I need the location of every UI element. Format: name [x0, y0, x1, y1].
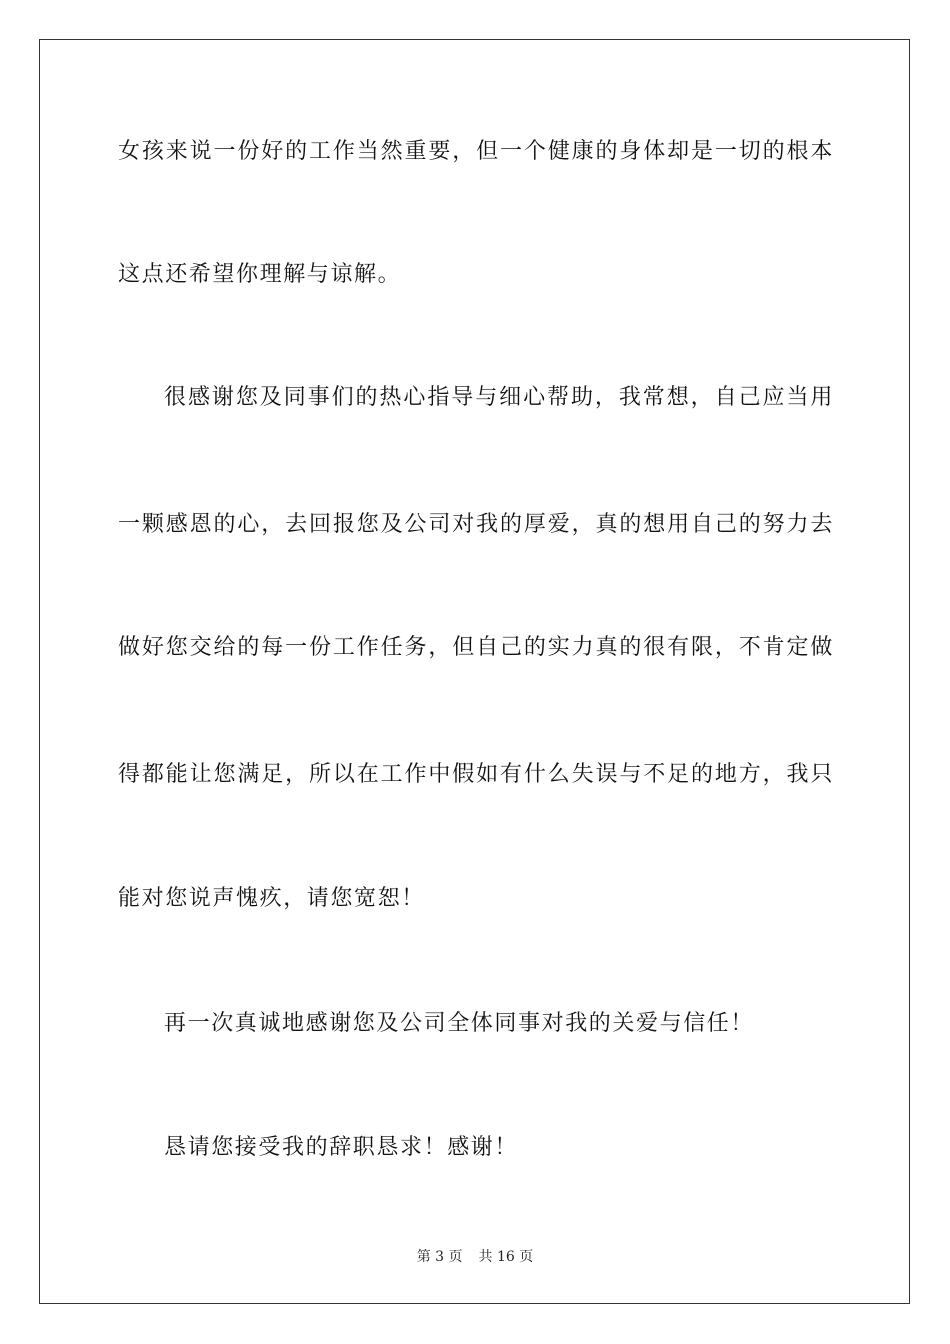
- page-total: 共 16 页: [478, 1249, 534, 1265]
- text-line: 能对您说声愧疚，请您宽恕！: [118, 886, 425, 911]
- paragraph-start-line: 再一次真诚地感谢您及公司全体同事对我的关爱与信任！: [164, 1011, 755, 1036]
- text-line: 一颗感恩的心，去回报您及公司对我的厚爱，真的想用自己的努力去: [118, 512, 834, 537]
- text-line: 做好您交给的每一份工作任务，但自己的实力真的很有限，不肯定做: [118, 635, 834, 660]
- paragraph-start-line: 恳请您接受我的辞职恳求！感谢！: [164, 1135, 519, 1160]
- page-footer: [0, 1247, 950, 1267]
- text-line: 得都能让您满足，所以在工作中假如有什么失误与不足的地方，我只: [118, 762, 834, 787]
- page-number: 第 3 页: [416, 1249, 463, 1265]
- paragraph-start-line: 很感谢您及同事们的热心指导与细心帮助，我常想，自己应当用: [164, 385, 834, 410]
- text-line: 这点还希望你理解与谅解。: [118, 262, 402, 287]
- text-line: 女孩来说一份好的工作当然重要，但一个健康的身体却是一切的根本: [118, 139, 834, 164]
- page-border: [39, 39, 910, 1304]
